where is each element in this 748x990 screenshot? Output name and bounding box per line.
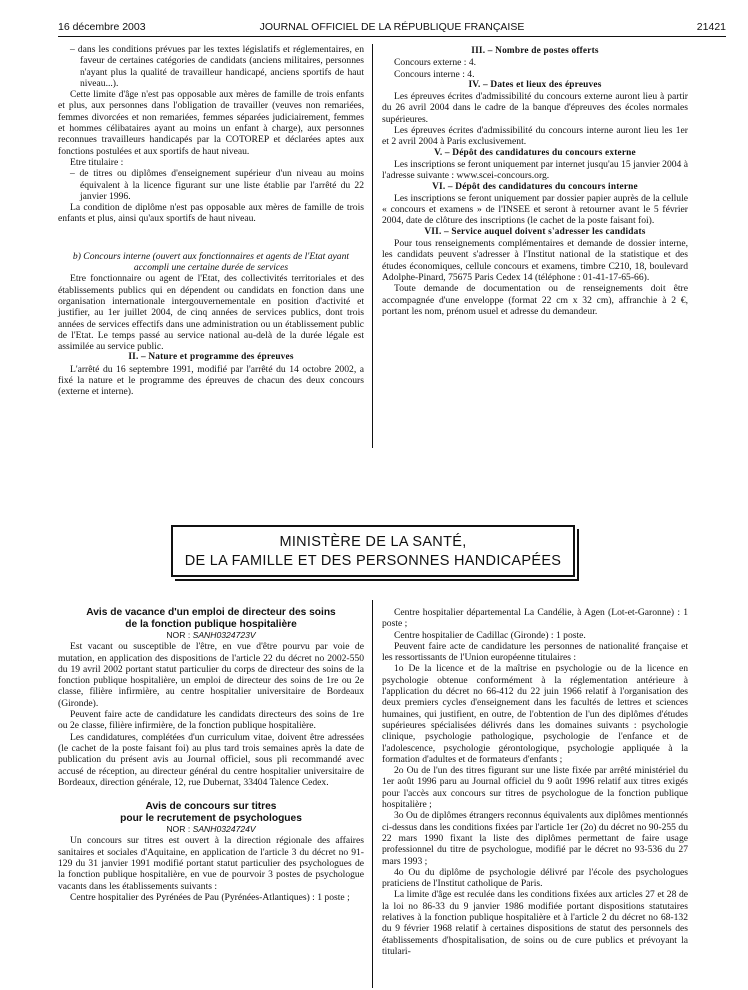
paragraph: Est vacant ou susceptible de l'être, en vue d'être pourvu par voie de mutation, en application des dispositions de l'article 22 du décret no 2002-550 du 19 avril 2002 portant statut particulier du corps de directeur des soins de la fonction publique hospitalière, un emploi de directeur des soins de 1re ou 2e classe, filière infirmière, au centre hospitalier universitaire de Bordeaux (Gironde).: [58, 641, 364, 709]
paragraph: Toute demande de documentation ou de renseignements doit être accompagnée d'une enveloppe (format 22 cm x 32 cm), affranchie à 2 €, portant les nom, prénom usuel et adresse du demandeur.: [382, 283, 688, 317]
paragraph: La condition de diplôme n'est pas opposable aux mères de famille de trois enfants et plus, ainsi qu'aux sportifs de haut niveau.: [58, 202, 364, 225]
nor-code: SANH0324724V: [192, 824, 256, 835]
article-title-line: Avis de concours sur titres: [145, 801, 277, 813]
paragraph: Concours interne : 4.: [394, 68, 475, 80]
section-heading: IV. – Dates et lieux des épreuves: [468, 79, 602, 90]
article-title-line: Avis de vacance d'un emploi de directeur des soins: [86, 607, 336, 618]
bottom-left-column: [58, 607, 364, 903]
paragraph: La limite d'âge est reculée dans les conditions fixées aux articles 27 et 28 de la loi no 86-33 du 9 janvier 1986 modifiée portant dispositions statutaires relatives à la fonction publique hospitalière et à l'article 2 du décret no 68-132 du 9 février 1968 relatif à certaines dispositions de statut des personnels des établissements d'hospitalisation, de soins ou de cure publics et prévoyant la titulari-: [382, 889, 688, 957]
paragraph: Les épreuves écrites d'admissibilité du concours externe auront lieu à partir du 26 avril 2004 dans le cadre de la banque d'épreuves des écoles normales supérieures.: [382, 91, 688, 125]
paragraph: – de titres ou diplômes d'enseignement supérieur d'un niveau au moins équivalent à la licence figurant sur une liste établie par l'arrêté du 22 janvier 1996.: [70, 168, 364, 202]
column-divider: [372, 44, 373, 448]
paragraph: Etre fonctionnaire ou agent de l'Etat, des collectivités territoriales et des établissements publics qui en dépendent ou candidats en fonction dans une organisation internationale intergouvernementale en position d'activité et justifier, au 1er juillet 2004, de cinq années de services publics, dont trois années de services effectifs dans une administration ou un établissement public de l'Etat. Le temps passé au service national au-delà de la durée légale est assimilée au service public.: [58, 273, 364, 353]
paragraph: Centre hospitalier départemental La Candélie, à Agen (Lot-et-Garonne) : 1 poste ;: [382, 607, 688, 630]
nor-label: NOR :: [166, 824, 193, 835]
page-header: [58, 21, 726, 37]
paragraph: Les inscriptions se feront uniquement par dossier papier auprès de la cellule « concours et examens » de l'INSEE et seront à retourner avant le 5 février 2004, date de clôture des inscriptions (le cachet de la poste faisant foi).: [382, 192, 688, 227]
article-title-line: de la fonction publique hospitalière: [125, 618, 297, 630]
section-heading: VI. – Dépôt des candidatures du concours interne: [432, 181, 638, 192]
paragraph: Centre hospitalier des Pyrénées de Pau (Pyrénées-Atlantiques) : 1 poste ;: [70, 891, 350, 903]
nor-reference: [58, 824, 364, 835]
header-date: 16 décembre 2003: [58, 21, 146, 33]
paragraph: Concours externe : 4.: [394, 57, 477, 69]
paragraph: L'arrêté du 16 septembre 1991, modifié par l'arrêté du 14 octobre 2002, a fixé la nature et le programme des épreuves de chacun des deux concours (externe et interne).: [58, 363, 364, 398]
paragraph: – dans les conditions prévues par les textes législatifs et réglementaires, en faveur de certaines catégories de candidats (anciens militaires, personnes n'ayant plus la qualité de travailleur handicapé, anciens sportifs de haut niveau...).: [70, 44, 364, 89]
paragraph: Peuvent faire acte de candidature les candidats directeurs des soins de 1re ou 2e classe, filière infirmière, de la fonction publique hospitalière.: [58, 709, 364, 732]
paragraph: Les épreuves écrites d'admissibilité du concours interne auront lieu les 1er et 2 avril 2004 à Paris exclusivement.: [382, 125, 688, 148]
paragraph: Les candidatures, complétées d'un curriculum vitae, doivent être adressées (le cachet de la poste faisant foi) au plus tard trois semaines après la date de publication du présent avis au Journal officiel, sous pli recommandé avec accusé de réception, au directeur général du centre hospitalier universitaire de Bordeaux, direction générale, 12, rue Dubernat, 33404 Talence Cedex.: [58, 731, 364, 788]
ministry-title-line1: MINISTÈRE DE LA SANTÉ,: [279, 534, 467, 550]
paragraph: 4o Ou du diplôme de psychologie délivré par l'école des psychologues praticiens de l'Institut catholique de Paris.: [382, 866, 688, 890]
header-page-number: 21421: [696, 21, 726, 33]
ministry-title-line2: DE LA FAMILLE ET DES PERSONNES HANDICAPÉES: [184, 553, 562, 569]
paragraph: 1o De la licence et de la maîtrise en psychologie ou de la licence en psychologie obtenue conformément à la réglementation antérieure à l'application du décret no 66-412 du 22 juin 1966 relatif à l'organisation des deux premiers cycles d'enseignement dans les facultés de lettres et sciences humaines, qui justifient, en outre, de l'obtention de l'un des diplômes d'études supérieures spécialisées délivrés dans les domaines suivants : psychologie clinique, psychologie pathologique, psychologie de l'enfance et de l'adolescence, psychologie gérontologique, psychologie appliquée à la formation d'adultes et de formateurs d'enfants ;: [382, 663, 688, 765]
paragraph: Cette limite d'âge n'est pas opposable aux mères de famille de trois enfants et plus, aux personnes dans l'obligation de travailler (veuves non remariées, femmes divorcées et non remariées, femmes séparées judiciairement, femmes et hommes célibataires ayant au moins un enfant à charge), aux personnes reconnues travailleurs handicapés par la COTOREP et déclarées aptes aux fonctions postulées et aux sportifs de haut niveau.: [58, 89, 364, 157]
paragraph: Peuvent faire acte de candidature les personnes de nationalité française et les ressortissants de l'Union européenne titulaires :: [382, 640, 688, 664]
top-right-column: [382, 44, 688, 317]
paragraph: Un concours sur titres est ouvert à la direction régionale des affaires sanitaires et sociales d'Aquitaine, en application de l'article 3 du décret no 91-129 du 31 janvier 1991 modifié portant statut particulier des psychologues de la fonction publique hospitalière, en vue de pourvoir 3 postes de psychologue vacants dans les établissements suivants :: [58, 835, 364, 892]
paragraph: Les inscriptions se feront uniquement par internet jusqu'au 15 janvier 2004 à l'adresse suivante : www.scei-concours.org.: [382, 158, 688, 182]
section-heading: II. – Nature et programme des épreuves: [128, 352, 294, 363]
header-rule: [58, 36, 726, 37]
header-journal-title: JOURNAL OFFICIEL DE LA RÉPUBLIQUE FRANÇAISE: [259, 21, 525, 33]
ministry-box: [171, 525, 575, 577]
bottom-right-column: [382, 607, 688, 957]
article-title-line: pour le recrutement de psychologues: [120, 812, 302, 824]
nor-label: NOR :: [166, 630, 193, 640]
section-heading: III. – Nombre de postes offerts: [471, 46, 599, 56]
nor-reference: [58, 630, 364, 641]
paragraph: Centre hospitalier de Cadillac (Gironde) : 1 poste.: [394, 629, 586, 641]
paragraph: Pour tous renseignements complémentaires et demande de dossier interne, les candidats peuvent s'adresser à l'Institut national de la statistique et des études économiques, cellule concours et examens, timbre C210, 18, boulevard Adolphe-Pinard, 75675 Paris Cedex 14 (téléphone : 01-41-17-65-66).: [382, 238, 688, 283]
article-title: [58, 801, 364, 824]
top-left-column: [58, 44, 364, 398]
section-heading: V. – Dépôt des candidatures du concours externe: [434, 147, 636, 158]
subsection-heading: b) Concours interne (ouvert aux fonctionnaires et agents de l'Etat ayant accompli une certaine durée de services: [72, 250, 350, 274]
nor-code: SANH0324723V: [192, 630, 256, 640]
paragraph: 3o Ou de diplômes étrangers reconnus équivalents aux diplômes mentionnés ci-dessus dans les conditions fixées par l'article 1er (2o) du décret no 90-255 du 22 mars 1990 fixant la liste des diplômes permettant de faire usage professionnel du titre de psychologue, modifié par le décret no 93-536 du 27 mars 1993 ;: [382, 810, 688, 867]
paragraph: 2o Ou de l'un des titres figurant sur une liste fixée par arrêté ministériel du 1er août 1996 paru au Journal officiel du 9 août 1996 relatif aux titres exigés pour l'accès aux concours sur titres de psychologue de la fonction publique hospitalière ;: [382, 765, 688, 811]
paragraph: Etre titulaire :: [70, 156, 124, 168]
column-divider: [372, 600, 373, 988]
section-heading: VII. – Service auquel doivent s'adresser les candidats: [424, 226, 646, 237]
article-title: [58, 607, 364, 630]
